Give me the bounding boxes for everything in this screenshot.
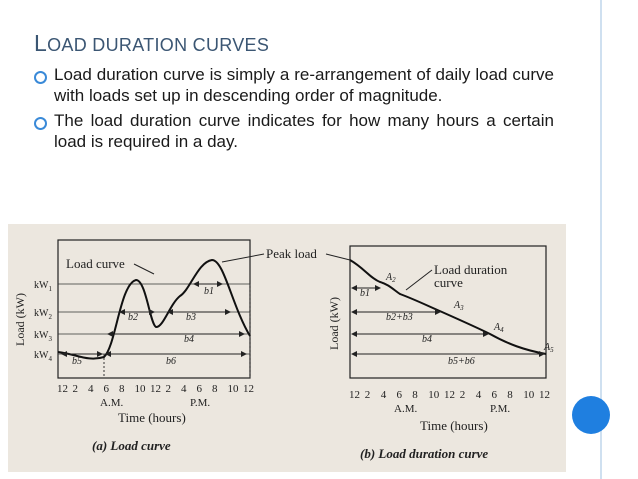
right-caption: (b) Load duration curve bbox=[360, 446, 489, 461]
slide-title bbox=[34, 30, 269, 57]
right-curve-label-2: curve bbox=[434, 275, 463, 290]
bullet-text: The load duration curve indicates for how many hours a certain load is required in a day. bbox=[54, 111, 554, 151]
right-xtick: 6 bbox=[396, 389, 402, 401]
right-xtick: 2 bbox=[364, 389, 371, 401]
bullet-item bbox=[34, 64, 554, 106]
bullet-list bbox=[34, 64, 554, 156]
left-caption: (a) Load curve bbox=[92, 438, 171, 453]
left-ylabel: Load (kW) bbox=[13, 293, 27, 346]
bullet-ring-icon bbox=[34, 71, 47, 84]
left-ytick: $kW_2$ bbox=[34, 308, 52, 321]
right-area-label: $A_5$ bbox=[544, 342, 554, 354]
right-area-label: $A_3$ bbox=[454, 300, 464, 312]
left-xtick: 10 bbox=[134, 383, 146, 395]
peak-load-pointer-left bbox=[222, 254, 264, 262]
right-curve-pointer bbox=[406, 270, 432, 290]
left-band-label: b3 bbox=[186, 312, 196, 323]
right-area-label: $A_4$ bbox=[494, 322, 504, 334]
figure-photo bbox=[8, 224, 566, 472]
left-xlabel: Time (hours) bbox=[118, 410, 186, 425]
right-xtick: 4 bbox=[475, 389, 482, 401]
right-xtick-group bbox=[349, 389, 550, 401]
left-xtick: 4 bbox=[181, 383, 187, 395]
right-xtick: 4 bbox=[380, 389, 387, 401]
right-band-label: b1 bbox=[360, 288, 370, 299]
right-ylabel: Load (kW) bbox=[327, 297, 341, 350]
right-load-duration-panel bbox=[327, 246, 554, 461]
right-xtick: 6 bbox=[491, 389, 497, 401]
left-xtick: 8 bbox=[212, 383, 218, 395]
left-xtick: 6 bbox=[196, 383, 202, 395]
left-xtick-group bbox=[57, 383, 254, 395]
left-xtick: 2 bbox=[72, 383, 78, 395]
left-xtick: 12 bbox=[57, 383, 68, 395]
right-band-label: b4 bbox=[422, 334, 432, 345]
accent-circle bbox=[572, 396, 610, 434]
left-xtick: 4 bbox=[88, 383, 94, 395]
right-am-label: A.M. bbox=[394, 403, 418, 415]
right-xtick: 8 bbox=[507, 389, 513, 401]
load-curves-figure bbox=[8, 224, 566, 472]
peak-load-label: Peak load bbox=[266, 246, 317, 261]
right-xtick: 2 bbox=[459, 389, 466, 401]
left-xtick: 12 bbox=[243, 383, 254, 395]
right-xtick: 12 bbox=[444, 389, 455, 401]
left-band-label: b4 bbox=[184, 334, 194, 345]
left-band-label: b1 bbox=[204, 286, 214, 297]
left-am-label: A.M. bbox=[100, 397, 124, 409]
right-band-label: b5+b6 bbox=[448, 356, 475, 367]
right-xtick: 12 bbox=[539, 389, 550, 401]
right-xtick: 8 bbox=[412, 389, 418, 401]
left-curve-label: Load curve bbox=[66, 256, 125, 271]
right-band-label: b2+b3 bbox=[386, 312, 413, 323]
title-rest: OAD DURATION CURVES bbox=[47, 35, 270, 55]
left-ytick: $kW_1$ bbox=[34, 280, 52, 293]
right-area-label: $A_2$ bbox=[386, 272, 396, 284]
left-xtick: 2 bbox=[165, 383, 171, 395]
left-xtick: 12 bbox=[150, 383, 161, 395]
left-xtick: 6 bbox=[103, 383, 109, 395]
left-band-label: b2 bbox=[128, 312, 138, 323]
right-pm-label: P.M. bbox=[490, 403, 511, 415]
left-band-label: b6 bbox=[166, 356, 176, 367]
peak-load-pointer-right bbox=[326, 254, 350, 260]
right-curve-label-1: Load duration bbox=[434, 262, 508, 277]
right-xtick: 12 bbox=[349, 389, 360, 401]
bullet-text: Load duration curve is simply a re-arrangement of daily load curve with loads set up in descending order of magnitude. bbox=[54, 65, 554, 105]
right-xtick: 10 bbox=[428, 389, 440, 401]
left-load-curve-panel bbox=[13, 240, 254, 453]
left-ytick: $kW_4$ bbox=[34, 350, 52, 363]
left-curve-pointer bbox=[134, 264, 154, 274]
left-xtick: 8 bbox=[119, 383, 125, 395]
title-initial: L bbox=[34, 30, 48, 56]
bullet-ring-icon bbox=[34, 117, 47, 130]
left-load-curve-line bbox=[58, 260, 250, 359]
left-xtick: 10 bbox=[227, 383, 239, 395]
right-xlabel: Time (hours) bbox=[420, 418, 488, 433]
bullet-item bbox=[34, 110, 554, 152]
left-ytick: $kW_3$ bbox=[34, 330, 52, 343]
left-band-label: b5 bbox=[72, 356, 82, 367]
left-pm-label: P.M. bbox=[190, 397, 211, 409]
right-xtick: 10 bbox=[523, 389, 535, 401]
